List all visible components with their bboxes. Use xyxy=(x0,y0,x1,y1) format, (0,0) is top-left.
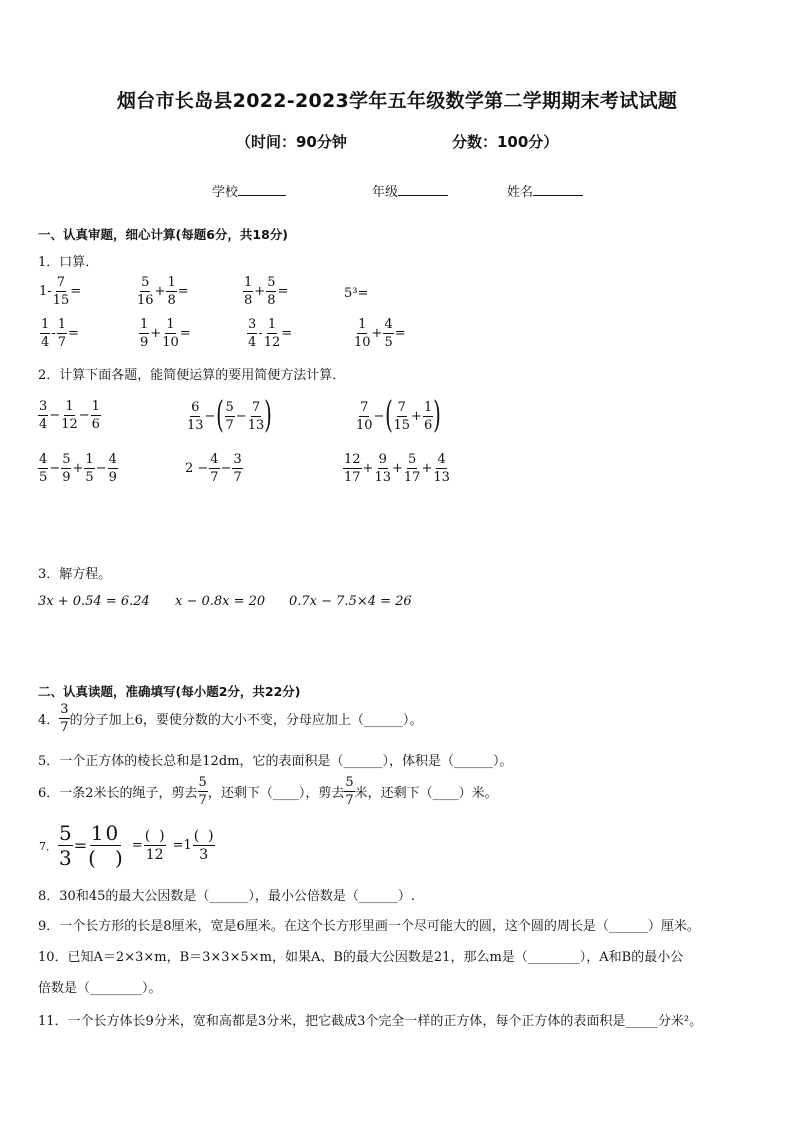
q2-item5: 2 − $\frac{4}{7}$ − $\frac{3}{7}$ xyxy=(185,452,242,485)
q9: 9．一个长方形的长是8厘米，宽是6厘米。在这个长方形里画一个尽可能大的圆，这个圆的周长是（______）厘米。 xyxy=(38,919,700,934)
fraction: $\frac{7}{15}$ xyxy=(52,275,70,308)
q1-item5: $\frac{1}{4}$ - $\frac{1}{7}$ = xyxy=(41,317,79,350)
q1-item3: $\frac{1}{8}$ + $\frac{5}{8}$ = xyxy=(244,275,289,308)
name-field[interactable] xyxy=(507,181,583,200)
q1-item4: 5³= xyxy=(344,286,369,301)
exam-time: （时间：90分钟 xyxy=(236,133,347,151)
q4-text: 的分子加上6，要使分数的大小不变，分母应加上（______）。 xyxy=(69,713,423,728)
q6-text-c: 米，还剩下（____）米。 xyxy=(354,786,498,801)
q2-item6: $\frac{12}{17}$ + $\frac{9}{13}$ + $\frac{5}{17}$ + $\frac{4}{13}$ xyxy=(344,452,450,485)
q5: 5．一个正方体的棱长总和是12dm，它的表面积是（______），体积是（______）。 xyxy=(38,754,513,769)
q1-item6: $\frac{1}{9}$ + $\frac{1}{10}$ = xyxy=(140,317,191,350)
q10-line2: 倍数是（________）。 xyxy=(38,981,162,996)
q6: 6．一条2米长的绳子，剪去 $\frac{5}{7}$ ，还剩下（____），剪去 $\frac{5}{7}$ 米，还剩下（____）米。 xyxy=(38,775,498,808)
grade-blank[interactable] xyxy=(398,182,448,196)
q11: 11．一个长方体长9分米，宽和高都是3分米，把它截成3个完全一样的正方体，每个正方体的表面积是_____分米²。 xyxy=(38,1014,703,1029)
equation-3: 0.7x − 7.5×4 = 26 xyxy=(289,594,412,609)
q1-item7: $\frac{3}{4}$ - $\frac{1}{12}$ = xyxy=(248,317,293,350)
q1-prompt: 1．口算． xyxy=(38,255,99,270)
q6-text-b: ，还剩下（____），剪去 xyxy=(207,786,345,801)
school-label: 学校 xyxy=(212,185,239,200)
q6-text-a: 6．一条2米长的绳子，剪去 xyxy=(38,786,198,801)
school-blank[interactable] xyxy=(238,182,286,196)
section1-heading: 一、认真审题，细心计算(每题6分，共18分) xyxy=(38,227,289,242)
grade-field[interactable] xyxy=(372,181,448,200)
q2-item1: $\frac{3}{4}$ − $\frac{1}{12}$ − $\frac{1}{6}$ xyxy=(39,399,100,432)
exam-score: 分数：100分） xyxy=(452,133,559,151)
equation-2: x − 0.8x = 20 xyxy=(175,594,266,609)
q10-line1: 10．已知A＝2×3×m，B＝3×3×5×m，如果A、B的最大公因数是21，那么m是（________），A和B的最小公 xyxy=(38,950,684,965)
q1-item2: $\frac{5}{16}$ + $\frac{1}{8}$ = xyxy=(137,275,189,308)
equation-1: 3x + 0.54 = 6.24 xyxy=(38,594,150,609)
q2-item4: $\frac{4}{5}$ − $\frac{5}{9}$ + $\frac{1}{5}$ − $\frac{4}{9}$ xyxy=(39,452,117,485)
name-blank[interactable] xyxy=(533,182,583,196)
q4: 4． $\frac{3}{7}$ 的分子加上6，要使分数的大小不变，分母应加上（______）。 xyxy=(38,702,423,735)
section2-heading: 二、认真读题，准确填写(每小题2分，共22分) xyxy=(38,684,301,699)
school-field[interactable] xyxy=(212,181,286,200)
q7-number: 7． xyxy=(39,839,57,853)
grade-label: 年级 xyxy=(372,185,399,200)
q3-prompt: 3．解方程。 xyxy=(38,567,112,582)
q4-number: 4． xyxy=(38,713,60,728)
q2-item3: $\frac{7}{10}$ − ( $\frac{7}{15}$ + $\frac{1}{6}$ ) xyxy=(356,395,442,436)
name-label: 姓名 xyxy=(507,185,534,200)
q7: 7． $\frac{5}{3}$ = $\frac{10}{( )}$ = $\frac{( )}{12}$ =1 $\frac{( )}{3}$ xyxy=(39,821,214,870)
q2-item2: $\frac{6}{13}$ − ( $\frac{5}{7}$ − $\frac{7}{13}$ ) xyxy=(187,395,273,436)
q2-prompt: 2．计算下面各题，能简便运算的要用简便方法计算． xyxy=(38,368,346,383)
q1-item8: $\frac{1}{10}$ + $\frac{4}{5}$ = xyxy=(354,317,406,350)
page-title: 烟台市长岛县2022-2023学年五年级数学第二学期期末考试试题 xyxy=(116,90,678,112)
q1-item1: 1- $\frac{7}{15}$ = xyxy=(39,275,82,308)
q8: 8．30和45的最大公因数是（______），最小公倍数是（______）. xyxy=(38,889,415,904)
